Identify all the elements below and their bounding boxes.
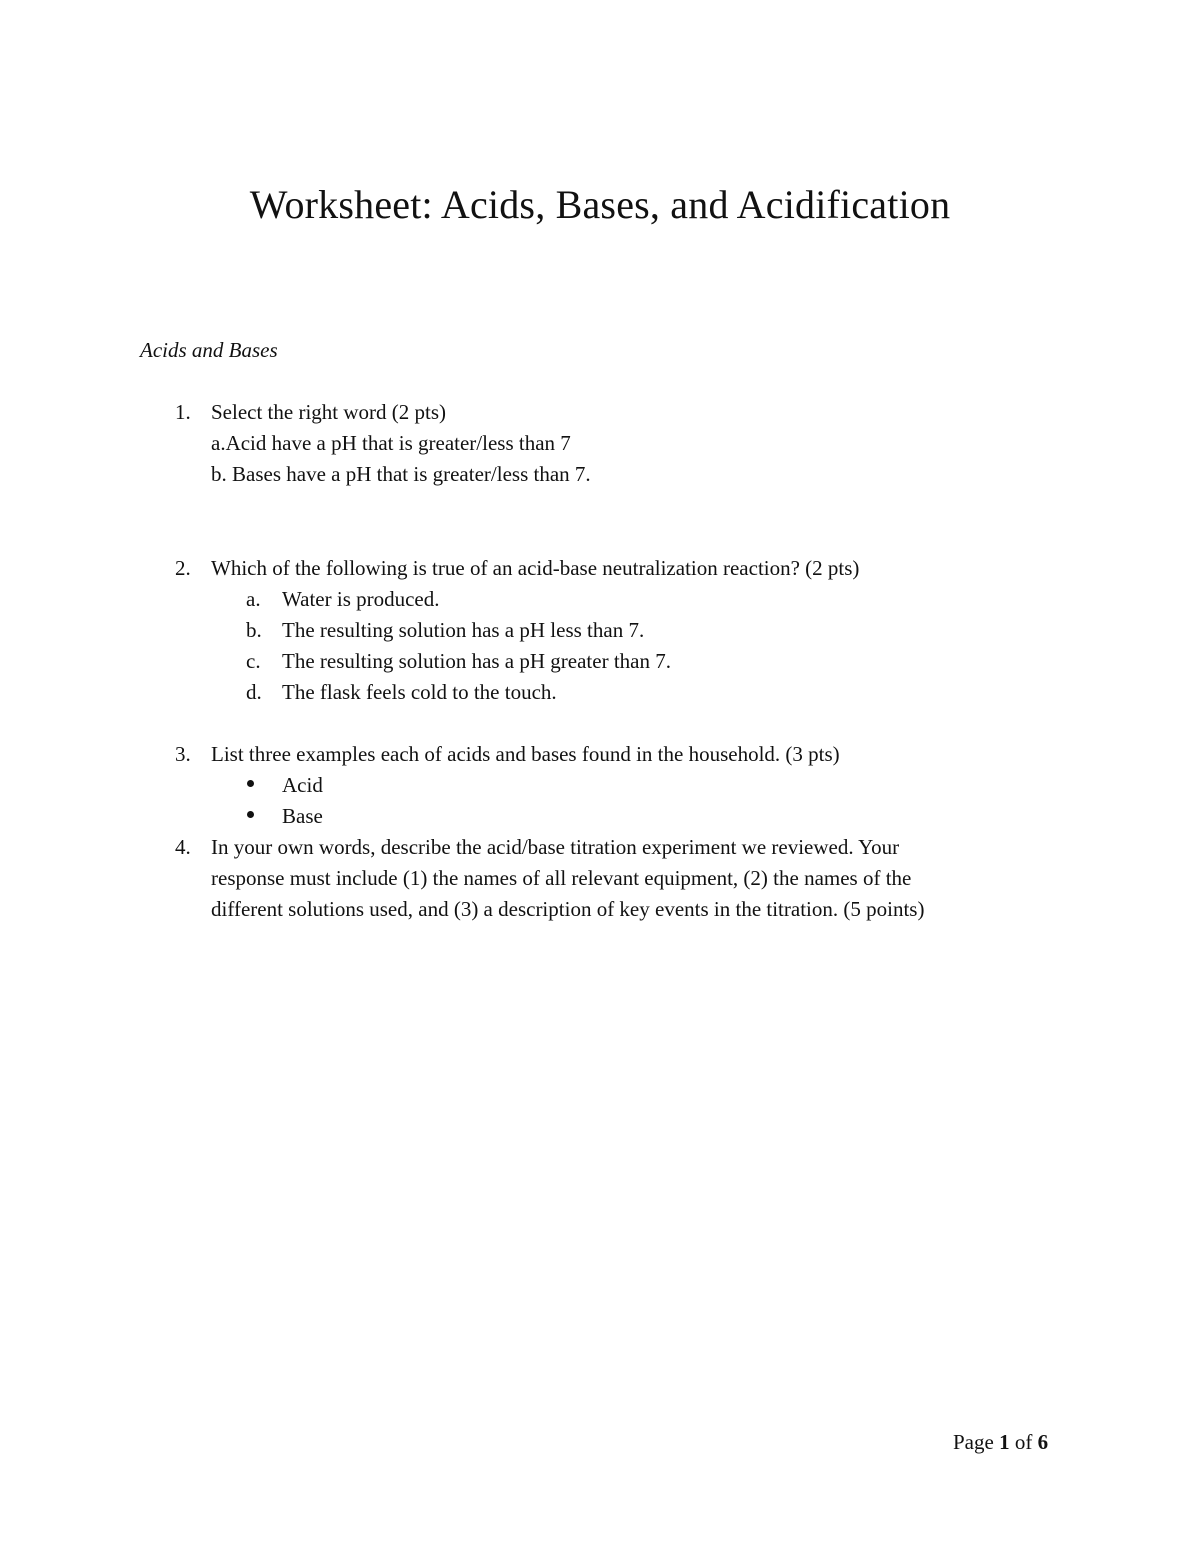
page-title: Worksheet: Acids, Bases, and Acidification <box>249 182 951 227</box>
question-2-number: 2. <box>175 556 191 580</box>
option-d-letter: d. <box>246 680 262 704</box>
option-c-letter: c. <box>246 649 261 673</box>
page-number-footer <box>953 1428 1048 1456</box>
question-1-part-b: b. Bases have a pH that is greater/less than 7. <box>211 462 591 486</box>
option-a-letter: a. <box>246 587 261 611</box>
question-1-text: Select the right word (2 pts) <box>211 400 447 424</box>
option-c-text: The resulting solution has a pH greater than 7. <box>282 649 671 673</box>
option-b-text: The resulting solution has a pH less than 7. <box>282 618 645 642</box>
of-label: of <box>1014 1430 1033 1454</box>
bullet-acid: Acid <box>282 773 323 797</box>
current-page-number: 1 <box>999 1430 1010 1454</box>
bullet-base: Base <box>282 804 323 828</box>
section-heading: Acids and Bases <box>140 338 278 362</box>
option-a-text: Water is produced. <box>282 587 440 611</box>
question-4-line-3: different solutions used, and (3) a description of key events in the titration. (5 points) <box>211 897 925 921</box>
question-2-text: Which of the following is true of an acid-base neutralization reaction? (2 pts) <box>211 556 860 580</box>
question-4-line-2: response must include (1) the names of all relevant equipment, (2) the names of the <box>211 866 912 890</box>
question-1-number: 1. <box>175 400 191 424</box>
bullet-dot-base <box>247 811 254 818</box>
question-1-part-a: a.Acid have a pH that is greater/less than 7 <box>211 431 571 455</box>
option-d-text: The flask feels cold to the touch. <box>282 680 557 704</box>
page-label: Page <box>953 1430 994 1454</box>
bullet-dot-acid <box>247 780 254 787</box>
question-3-number: 3. <box>175 742 191 766</box>
total-pages-number: 6 <box>1037 1430 1049 1454</box>
question-4-number: 4. <box>175 835 191 859</box>
question-3-text: List three examples each of acids and bases found in the household. (3 pts) <box>211 742 840 766</box>
option-b-letter: b. <box>246 618 262 642</box>
question-4-line-1: In your own words, describe the acid/base titration experiment we reviewed. Your <box>211 835 900 859</box>
